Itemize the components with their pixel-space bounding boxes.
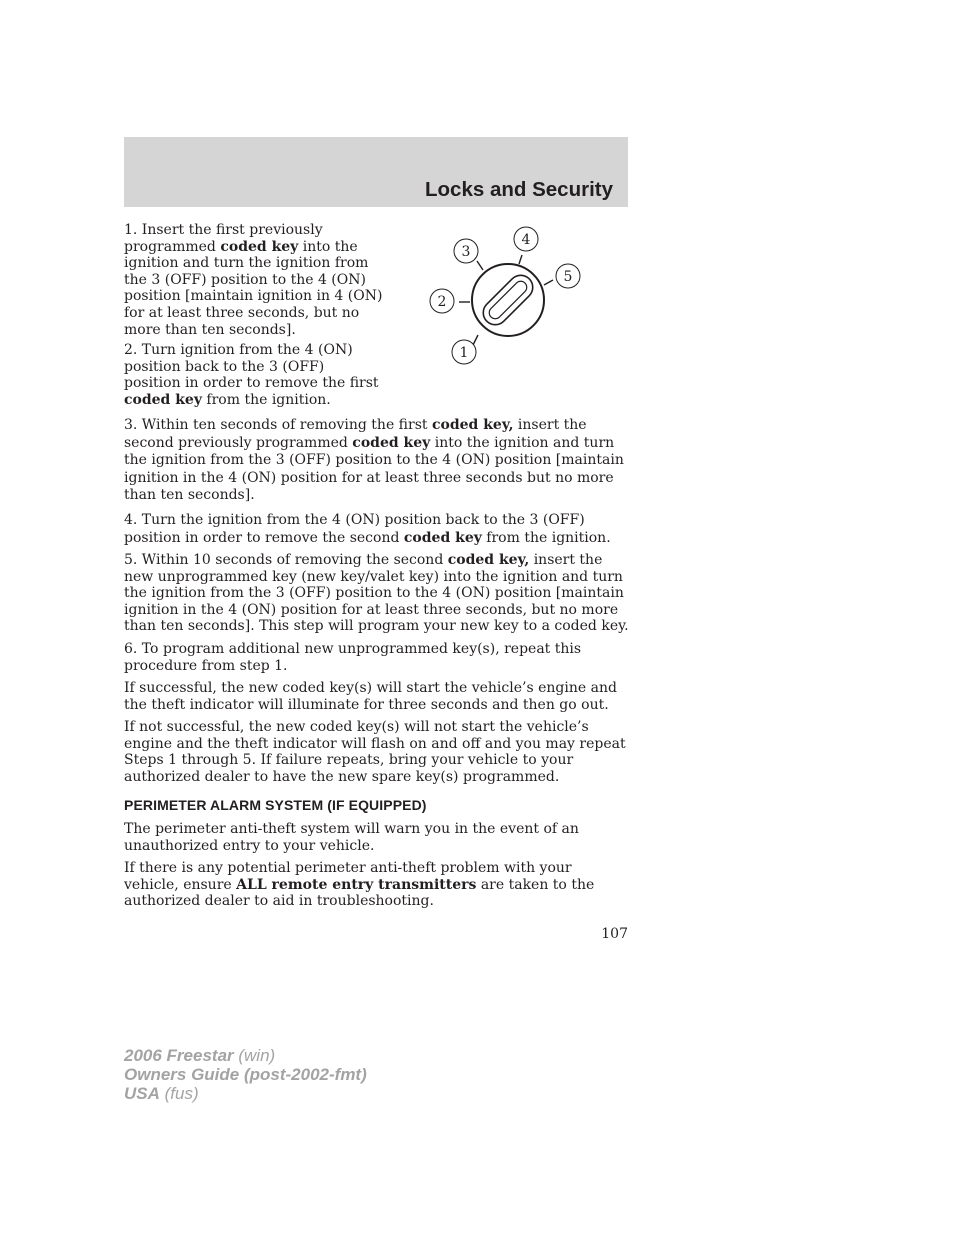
position-label-3: 3 [461, 244, 471, 260]
position-label-1: 1 [459, 345, 469, 361]
footer-line-2: Owners Guide (post-2002-fmt) [124, 1065, 367, 1084]
ignition-cylinder-icon [472, 264, 544, 336]
step-2-text: 2. Turn ignition from the 4 (ON) position back to the 3 (OFF) position in order to remove the first coded key from the ignition. [124, 342, 379, 408]
ignition-diagram [420, 222, 590, 372]
position-label-4: 4 [521, 232, 531, 248]
step-1-text: 1. Insert the first previously programmed coded key into the ignition and turn the ignition from the 3 (OFF) position to the 4 (ON) position [maintain ignition in 4 (ON) for at least three seconds, but no more than ten seconds]. [124, 222, 383, 338]
section-title: Locks and Security [425, 178, 613, 201]
step-5-text: 5. Within 10 seconds of removing the second coded key, insert the new unprogrammed key (new key/valet key) into the ignition and turn the ignition from the 3 (OFF) position to the 4 (ON) position [maintain ignition in the 4 (ON) position for at least three seconds, but no more than ten seconds]. This step will program your new key to a coded key. [124, 552, 629, 635]
footer-line-3: USA (fus) [124, 1084, 199, 1103]
perimeter-paragraph-1: The perimeter anti-theft system will warn you in the event of an unauthorized entry to your vehicle. [124, 821, 579, 854]
page-number: 107 [601, 926, 628, 942]
position-3-tick [477, 261, 483, 270]
footer-line-1: 2006 Freestar (win) [124, 1046, 276, 1065]
position-label-5: 5 [563, 269, 573, 285]
position-label-2: 2 [437, 294, 447, 310]
step-4-text: 4. Turn the ignition from the 4 (ON) position back to the 3 (OFF) position in order to remove the second coded key from the ignition. [124, 512, 611, 546]
perimeter-alarm-heading: PERIMETER ALARM SYSTEM (IF EQUIPPED) [124, 797, 427, 813]
failure-paragraph: If not successful, the new coded key(s) will not start the vehicle’s engine and the theft indicator will flash on and off and you may repeat Steps 1 through 5. If failure repeats, bring your vehicle to your authorized dealer to have the new spare key(s) programmed. [124, 719, 626, 785]
position-1-tick [473, 335, 478, 345]
step-3-text: 3. Within ten seconds of removing the first coded key, insert the second previously programmed coded key into the ignition and turn the ignition from the 3 (OFF) position to the 4 (ON) position [maintain ignition in the 4 (ON) position for at least three seconds but no more than ten seconds]. [124, 417, 624, 504]
position-5-tick [544, 280, 553, 285]
perimeter-paragraph-2: If there is any potential perimeter anti-theft problem with your vehicle, ensure ALL remote entry transmitters are taken to the authorized dealer to aid in troubleshooting. [124, 860, 595, 910]
step-6-text: 6. To program additional new unprogrammed key(s), repeat this procedure from step 1. [124, 641, 582, 674]
success-paragraph: If successful, the new coded key(s) will start the vehicle’s engine and the theft indicator will illuminate for three seconds and then go out. [124, 680, 617, 713]
document-footer [124, 1046, 367, 1103]
section-header-bar [124, 137, 628, 207]
position-4-tick [519, 255, 522, 264]
